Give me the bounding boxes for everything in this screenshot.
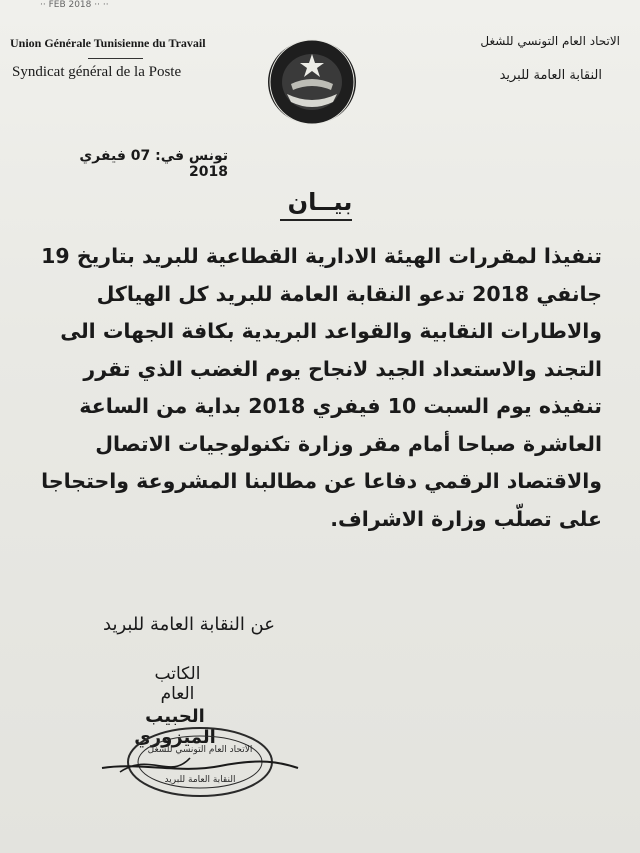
- signature-scribble: [102, 762, 298, 769]
- fax-timestamp: ·· FEB 2018 ·· ··: [40, 0, 109, 10]
- stamp-top-text: الاتحاد العام التونسي للشغل: [147, 745, 253, 755]
- union-name-arabic: النقابة العامة للبريد: [499, 68, 602, 83]
- body-line: تنفيذه يوم السبت 10 فيفري 2018 بداية من الساعة: [79, 394, 602, 418]
- signature-on-behalf: عن النقابة العامة للبريد: [103, 614, 275, 635]
- header-underline: [88, 58, 143, 59]
- org-name-arabic: الاتحاد العام التونسي للشغل: [480, 34, 620, 48]
- stamp-bottom-text: النقابة العامة للبريد: [164, 775, 236, 785]
- statement-body: [41, 238, 602, 538]
- org-name-french: Union Générale Tunisienne du Travail: [10, 36, 206, 50]
- body-line: والاطارات النقابية والقواعد البريدية بكافة الجهات الى: [60, 319, 602, 343]
- document-date: تونس في: 07 فيفري 2018: [79, 148, 228, 180]
- body-line: تنفيذا لمقررات الهيئة الادارية القطاعية للبريد بتاريخ 19: [41, 244, 602, 268]
- union-name-french: Syndicat général de la Poste: [12, 64, 182, 80]
- title-underline: [280, 219, 352, 221]
- body-line: جانفي 2018 تدعو النقابة العامة للبريد كل الهياكل: [96, 281, 602, 306]
- signature-role: الكاتب العام: [154, 664, 201, 704]
- body-line: التجند والاستعداد الجيد لانجاح يوم الغضب الذي تقرر: [83, 356, 602, 381]
- official-stamp: [100, 722, 300, 800]
- body-line: العاشرة صباحا أمام مقر وزارة تكنولوجيات الاتصال: [95, 431, 602, 456]
- ugtt-logo: [265, 36, 360, 128]
- body-line: والاقتصاد الرقمي دفاعا عن مطالبنا المشروعة واحتجاجا: [41, 469, 602, 493]
- signature-name: الحبيب الميزوري: [134, 706, 216, 748]
- body-line: على تصلّب وزارة الاشراف.: [330, 506, 602, 531]
- document-title: بيــان: [287, 188, 353, 216]
